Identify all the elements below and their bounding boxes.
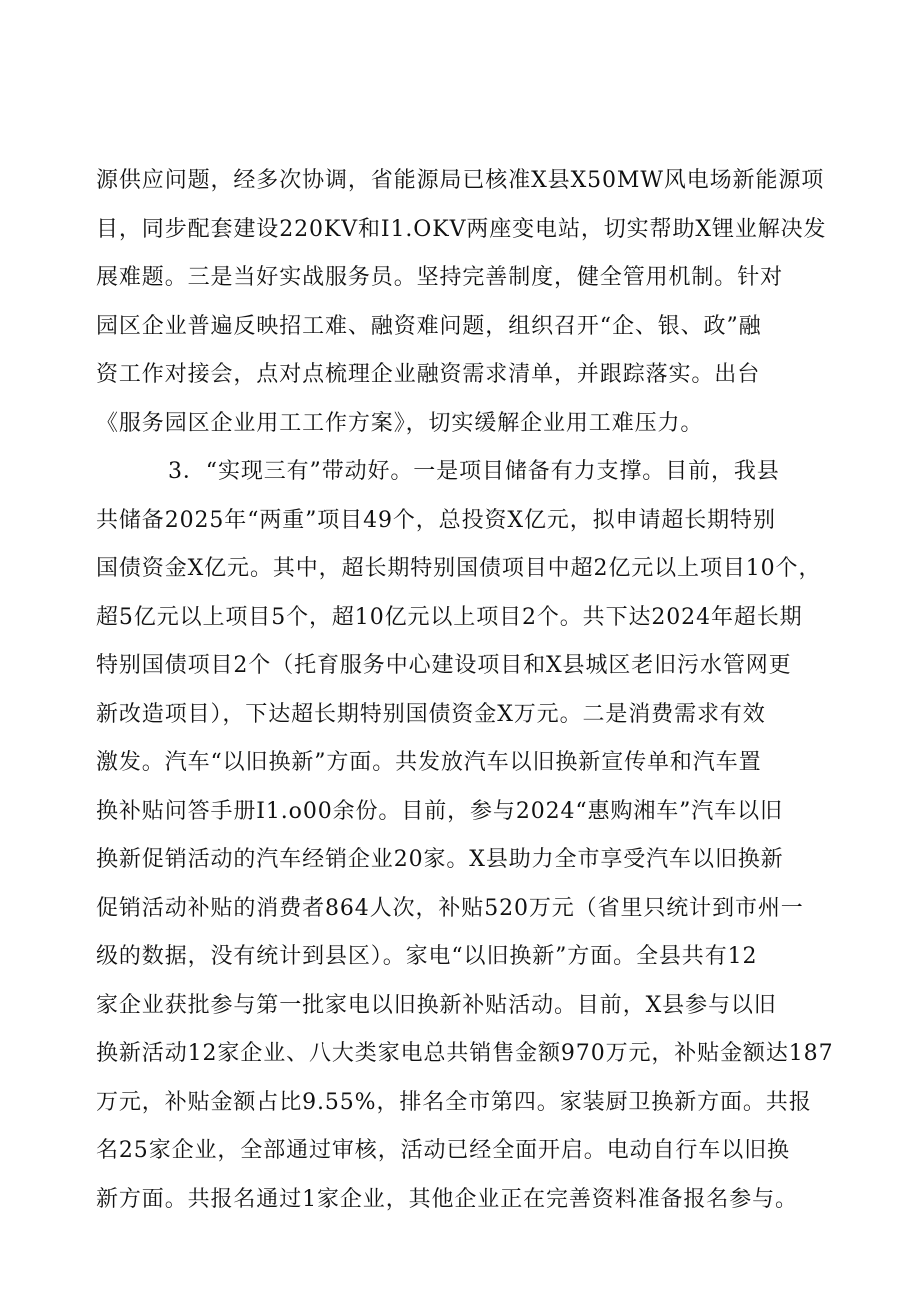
text-line: 国债资金X亿元。其中，超长期特别国债项目中超2亿元以上项目10个， — [96, 556, 822, 581]
text-line: 换新促销活动的汽车经销企业20家。X县助力全市享受汽车以旧换新 — [96, 847, 784, 872]
text-line: 园区企业普遍反映招工难、融资难问题，组织召开“企、银、政”融 — [96, 313, 762, 339]
text-line: 共储备2025年“两重”项目49个，总投资X亿元，拟申请超长期特别 — [96, 507, 776, 533]
text-line: 源供应问题，经多次协调，省能源局已核准X县X50MW风电场新能源项 — [96, 168, 825, 193]
text-line: 激发。汽车“以旧换新”方面。共发放汽车以旧换新宣传单和汽车置 — [96, 750, 762, 775]
text-line: 展难题。三是当好实战服务员。坚持完善制度，健全管用机制。针对 — [96, 265, 784, 290]
text-line: 新方面。共报名通过1家企业，其他企业正在完善资料准备报名参与。 — [96, 1186, 798, 1212]
document-body — [96, 157, 836, 1224]
text-line: 超5亿元以上项目5个，超10亿元以上项目2个。共下达2024年超长期 — [96, 604, 803, 630]
text-line: 名25家企业，全部通过审核，活动已经全面开启。电动自行车以旧换 — [96, 1138, 790, 1163]
text-line: 资工作对接会，点对点梳理企业融资需求清单，并跟踪落实。出台 — [96, 362, 761, 387]
text-line: 万元，补贴金额占比9.55%，排名全市第四。家装厨卫换新方面。共报 — [96, 1089, 812, 1115]
text-line: 级的数据，没有统计到县区）。家电“以旧换新”方面。全县共有12 — [96, 944, 758, 969]
text-line: 《服务园区企业用工工作方案》，切实缓解企业用工难压力。 — [96, 410, 704, 436]
text-line: 促销活动补贴的消费者864人次，补贴520万元（省里只统计到市州一 — [96, 895, 804, 921]
text-line: 目，同步配套建设220KV和I1.OKV两座变电站，切实帮助X锂业解决发 — [96, 216, 827, 242]
text-line: 换补贴问答手册I1.o00余份。目前，参与2024“惠购湘车”汽车以旧 — [96, 798, 783, 824]
text-line: 新改造项目），下达超长期特别国债资金X万元。二是消费需求有效 — [96, 701, 766, 727]
text-line: 特别国债项目2个（托育服务中心建设项目和X县城区老旧污水管网更 — [96, 653, 792, 678]
section-heading-line: 3．“实现三有”带动好。一是项目储备有力支撑。目前，我县 — [168, 459, 780, 484]
text-line: 家企业获批参与第一批家电以旧换新补贴活动。目前，X县参与以旧 — [96, 992, 777, 1018]
text-line: 换新活动12家企业、八大类家电总共销售金额970万元，补贴金额达187 — [96, 1041, 834, 1066]
